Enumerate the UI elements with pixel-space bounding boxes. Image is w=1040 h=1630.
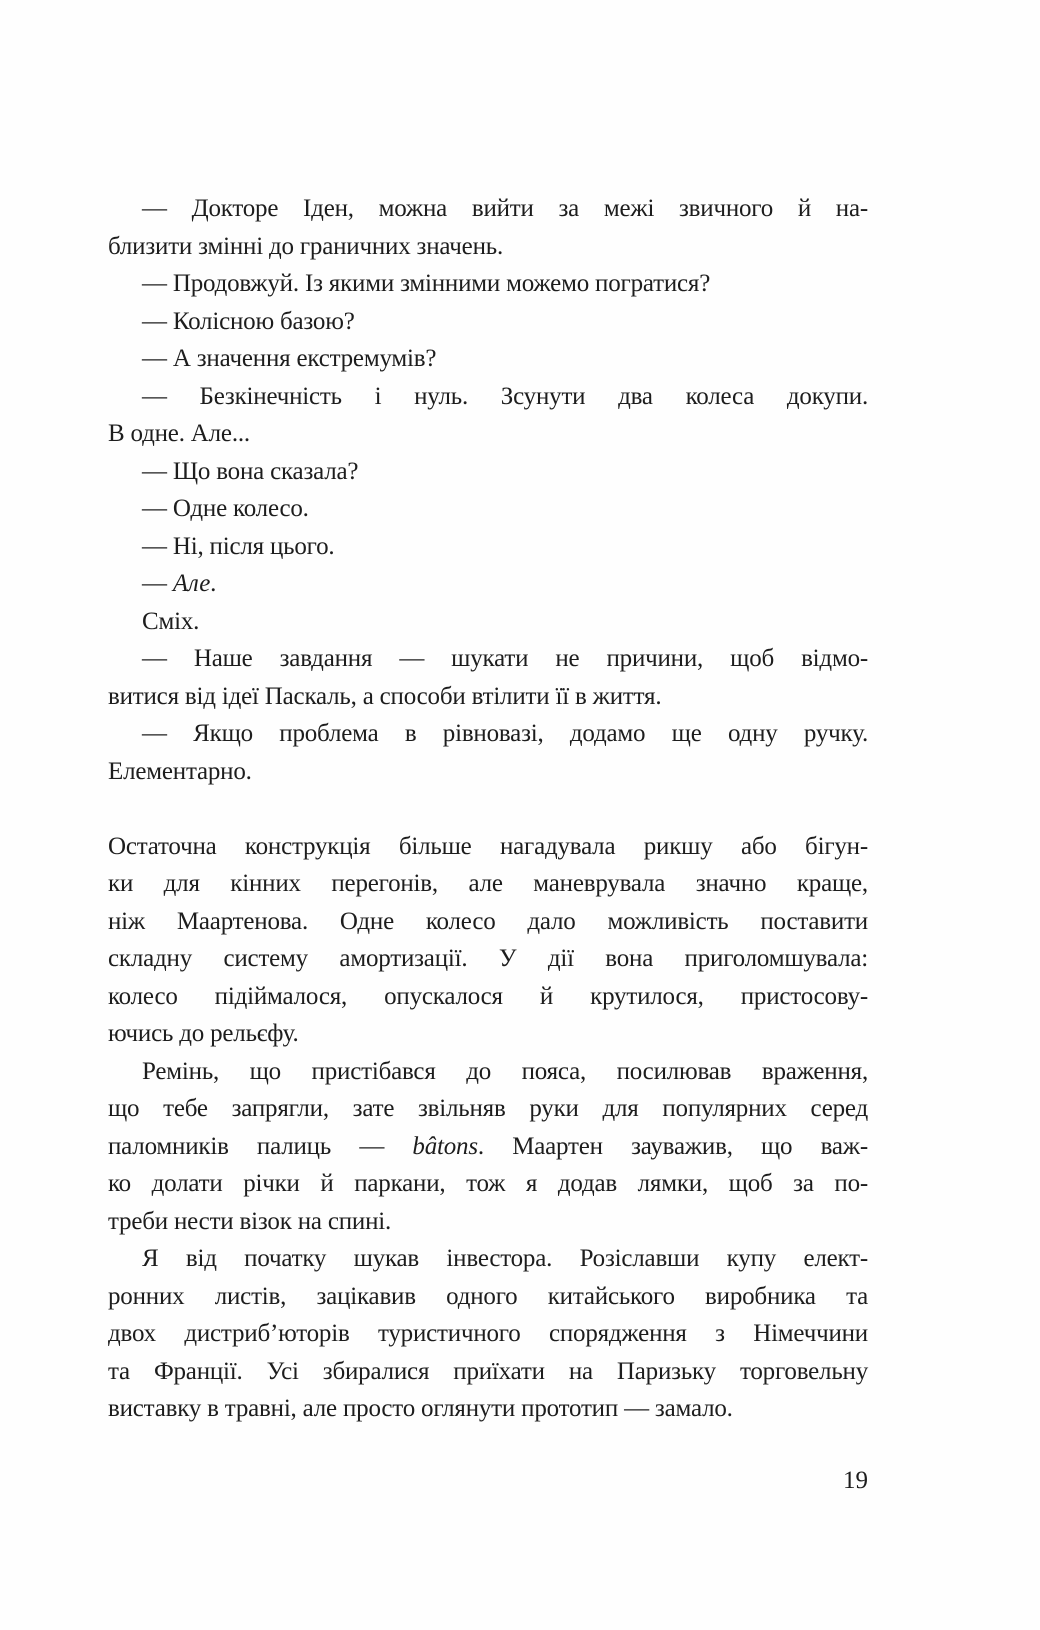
- text-segment: Елементарно.: [108, 757, 252, 785]
- paragraph: [108, 453, 868, 491]
- text-segment: двох дистриб’юторів туристичного спорядження з Німеччини: [108, 1320, 868, 1347]
- paragraph: [108, 640, 868, 715]
- text-line: [108, 715, 868, 753]
- paragraph: [108, 565, 868, 603]
- text-line: [108, 565, 868, 603]
- paragraph: [108, 378, 868, 453]
- text-line: [108, 1353, 868, 1391]
- text-line: [108, 1278, 868, 1316]
- text-segment: — Продовжуй. Із якими змінними можемо погратися?: [142, 270, 711, 297]
- text-line: [108, 228, 868, 266]
- paragraph: [108, 340, 868, 378]
- text-line: [108, 340, 868, 378]
- text-segment: виставку в травні, але просто оглянути прототип — замало.: [108, 1395, 733, 1422]
- text-line: [108, 940, 868, 978]
- text-segment: та Франції. Усі збиралися приїхати на Паризьку торговельну: [108, 1357, 868, 1385]
- text-line: [108, 528, 868, 566]
- text-line: [108, 978, 868, 1016]
- text-line: [108, 453, 868, 491]
- text-line: [108, 1390, 868, 1428]
- text-line: [108, 303, 868, 341]
- text-segment: — Наше завдання — шукати не причини, щоб відмо-: [142, 645, 868, 672]
- paragraph: [108, 490, 868, 528]
- text-line: [108, 1165, 868, 1203]
- text-segment: складну систему амортизації. У дії вона приголомшувала:: [108, 945, 868, 972]
- paragraph: [108, 828, 868, 1053]
- text-line: [108, 678, 868, 716]
- text-segment: — А значення екстремумів?: [142, 345, 437, 372]
- text-line: [108, 190, 868, 228]
- text-segment: ючись до рельєфу.: [108, 1020, 299, 1047]
- text-segment: ки для кінних перегонів, але маневрувала значно краще,: [108, 870, 868, 897]
- text-segment: — Безкінечність і нуль. Зсунути два колеса докупи.: [142, 382, 868, 410]
- paragraph: [108, 603, 868, 641]
- paragraph: [108, 1240, 868, 1428]
- text-segment: що тебе запрягли, зате звільняв руки для популярних серед: [108, 1095, 868, 1122]
- text-segment: ронних листів, зацікавив одного китайського виробника та: [108, 1282, 868, 1310]
- text-line: [108, 603, 868, 641]
- paragraph: [108, 303, 868, 341]
- text-line: [108, 378, 868, 416]
- text-segment: — Одне колесо.: [142, 495, 309, 522]
- text-line: [108, 865, 868, 903]
- text-block: [108, 190, 868, 1428]
- text-line: [108, 490, 868, 528]
- text-line: [108, 1240, 868, 1278]
- text-segment: витися від ідеї Паскаль, а способи втілити її в життя.: [108, 682, 662, 710]
- text-segment: треби нести візок на спині.: [108, 1207, 392, 1235]
- text-segment: — Колісною базою?: [142, 307, 355, 335]
- paragraph: [108, 528, 868, 566]
- text-line: [108, 903, 868, 941]
- text-line: [108, 415, 868, 453]
- text-segment: — Що вона сказала?: [142, 457, 359, 485]
- paragraph: [108, 265, 868, 303]
- text-line: [108, 1128, 868, 1166]
- text-segment: паломників палиць —: [108, 1132, 413, 1160]
- text-segment: ко долати річки й паркани, тож я додав лямки, щоб за по-: [108, 1170, 868, 1197]
- text-segment: Сміх.: [142, 607, 200, 635]
- text-line: [108, 265, 868, 303]
- page-number: 19: [843, 1467, 868, 1494]
- text-line: [108, 1015, 868, 1053]
- text-line: [108, 753, 868, 791]
- text-segment: колесо підіймалося, опускалося й крутилося, пристосову-: [108, 982, 868, 1010]
- italic-text-segment: bâtons: [412, 1132, 478, 1160]
- text-segment: . Маартен зауважив, що важ-: [477, 1132, 868, 1160]
- text-segment: —: [142, 570, 173, 597]
- text-segment: .: [210, 570, 217, 597]
- text-line: [108, 1315, 868, 1353]
- text-segment: Остаточна конструкція більше нагадувала рикшу або бігун-: [108, 832, 868, 860]
- italic-text-segment: Але: [172, 570, 211, 597]
- text-segment: — Докторе Іден, можна вийти за межі звичного й на-: [142, 195, 868, 222]
- paragraph: [108, 190, 868, 265]
- text-line: [108, 640, 868, 678]
- text-line: [108, 1203, 868, 1241]
- text-line: [108, 1090, 868, 1128]
- text-segment: близити змінні до граничних значень.: [108, 232, 504, 260]
- text-line: [108, 828, 868, 866]
- text-segment: — Ні, після цього.: [142, 532, 335, 560]
- text-segment: Я від початку шукав інвестора. Розіславши купу елект-: [142, 1245, 868, 1272]
- text-segment: Ремінь, що пристібався до пояса, посилював враження,: [142, 1057, 868, 1085]
- paragraph: [108, 1053, 868, 1241]
- text-segment: ніж Маартенова. Одне колесо дало можливість поставити: [108, 907, 868, 935]
- text-line: [108, 1053, 868, 1091]
- text-segment: — Якщо проблема в рівновазі, додамо ще одну ручку.: [142, 720, 868, 747]
- paragraph: [108, 715, 868, 790]
- text-segment: В одне. Але...: [108, 420, 250, 447]
